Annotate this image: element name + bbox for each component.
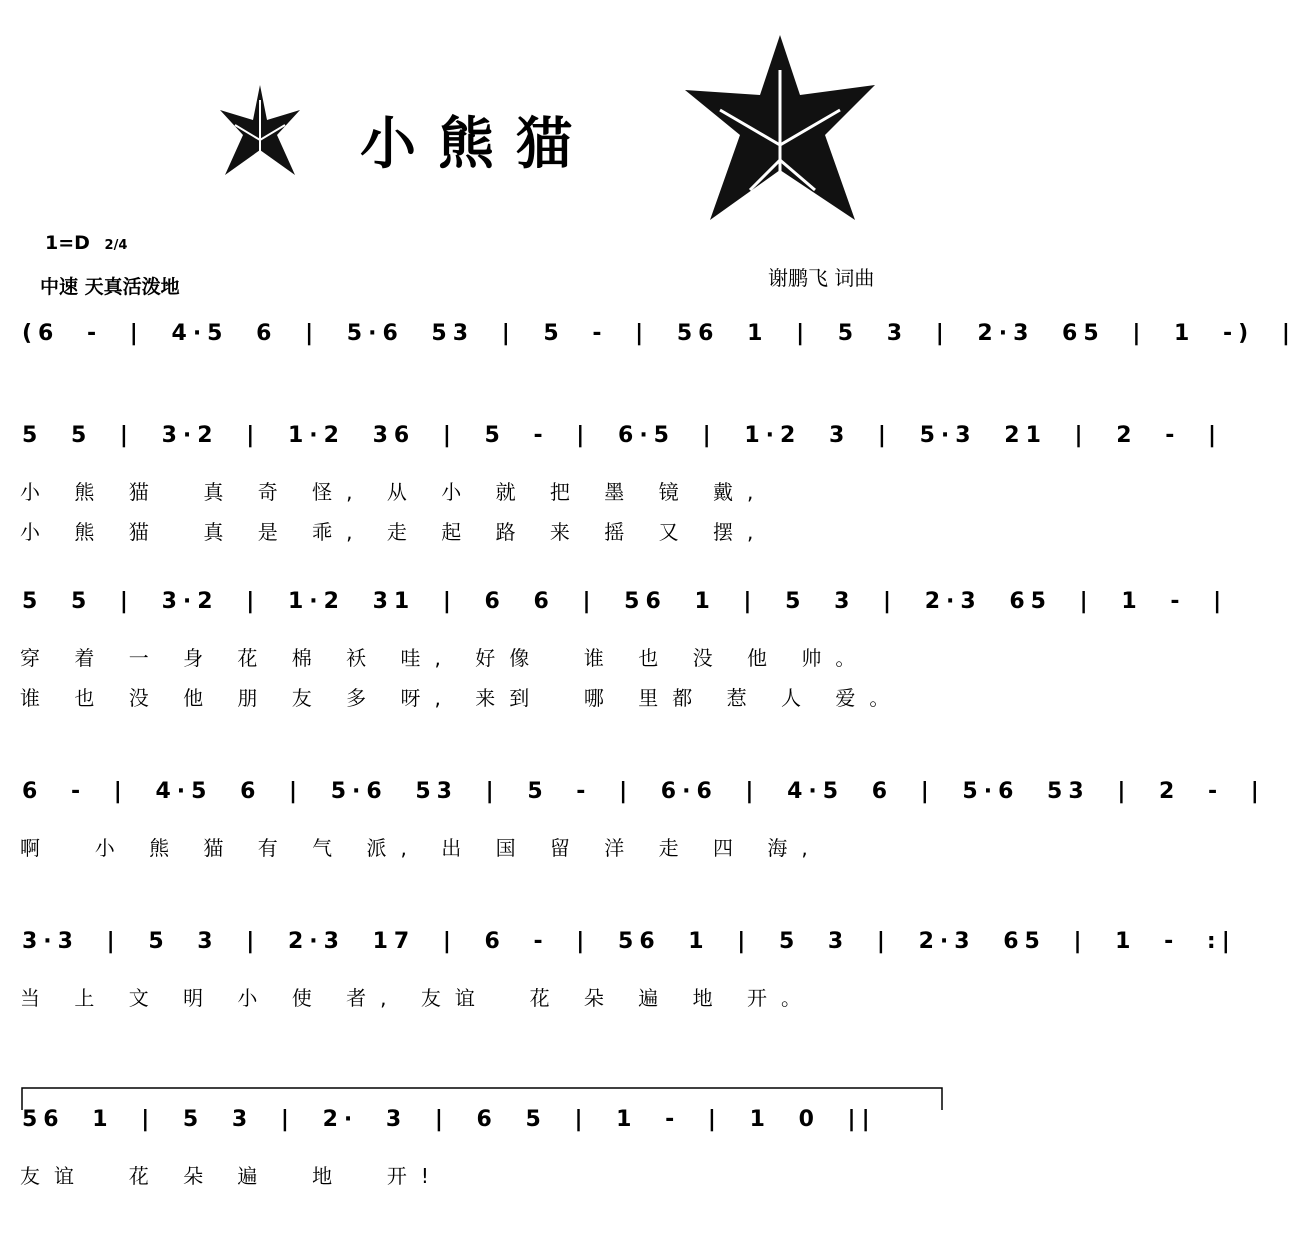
tempo-marking: 中速 天真活泼地 xyxy=(40,276,180,298)
lyric-line: 啊 小 熊 猫 有 气 派, 出 国 留 洋 走 四 海, xyxy=(20,836,822,860)
notation-line: 6 - | 4·5 6 | 5·6 53 | 5 - | 6·6 | 4·5 6 | 5·6 53 | 2 - | xyxy=(22,779,1265,804)
lyric-line: 小 熊 猫 真 是 乖, 走 起 路 来 摇 又 摆, xyxy=(20,520,768,544)
lyric-line: 小 熊 猫 真 奇 怪, 从 小 就 把 墨 镜 戴, xyxy=(20,480,768,504)
lyric-line: 友谊 花 朵 遍 地 开! xyxy=(20,1164,443,1188)
lyric-line: 穿 着 一 身 花 棉 袄 哇, 好像 谁 也 没 他 帅。 xyxy=(20,646,870,670)
maple-leaf-large-icon xyxy=(680,30,890,230)
key-label: 1=D xyxy=(45,232,90,254)
credit: 谢鹏飞 词曲 xyxy=(768,266,875,290)
song-title: 小熊猫 xyxy=(360,112,594,177)
key-signature xyxy=(45,232,127,254)
notation-line: 3·3 | 5 3 | 2·3 17 | 6 - | 56 1 | 5 3 | 2·3 65 | 1 - :| xyxy=(22,929,1236,954)
notation-line: (6 - | 4·5 6 | 5·6 53 | 5 - | 56 1 | 5 3 | 2·3 65 | 1 -) | xyxy=(22,321,1296,346)
time-signature: 2/4 xyxy=(104,238,128,253)
lyric-line: 谁 也 没 他 朋 友 多 呀, 来到 哪 里都 惹 人 爱。 xyxy=(20,686,904,710)
notation-line: 5 5 | 3·2 | 1·2 31 | 6 6 | 56 1 | 5 3 | 2·3 65 | 1 - | xyxy=(22,589,1228,614)
notation-line: 56 1 | 5 3 | 2· 3 | 6 5 | 1 - | 1 0 || xyxy=(22,1107,876,1132)
maple-leaf-small-icon xyxy=(215,80,305,190)
lyric-line: 当 上 文 明 小 使 者, 友谊 花 朵 遍 地 开。 xyxy=(20,986,816,1010)
notation-line: 5 5 | 3·2 | 1·2 36 | 5 - | 6·5 | 1·2 3 | 5·3 21 | 2 - | xyxy=(22,423,1223,448)
